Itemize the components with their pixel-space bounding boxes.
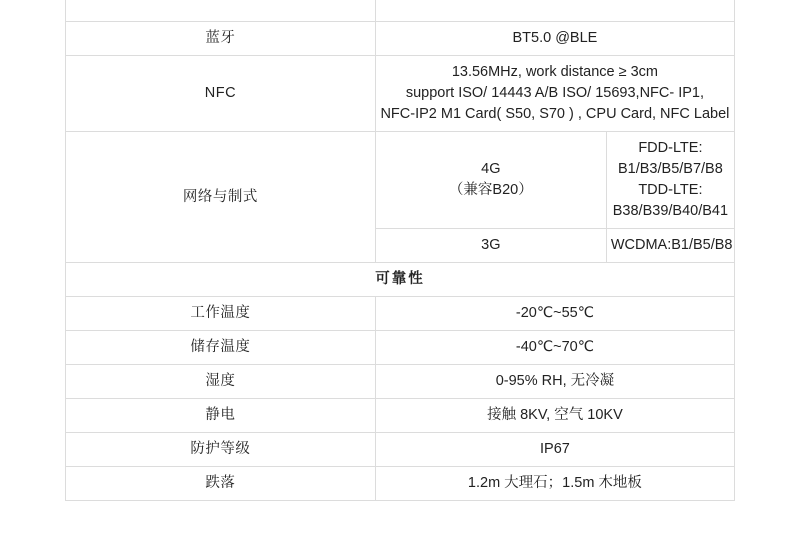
table-row <box>66 331 735 365</box>
cell-sub-4g <box>375 132 606 229</box>
cell-sub-3g: 3G <box>375 229 606 263</box>
table-row <box>66 365 735 399</box>
table-row <box>66 297 735 331</box>
table-row <box>66 22 735 56</box>
table-row <box>66 132 735 229</box>
cell-label-nfc: NFC <box>66 56 376 132</box>
nfc-line-1: 13.56MHz, work distance ≥ 3cm <box>451 64 659 81</box>
cell-label-esd: 静电 <box>66 399 376 433</box>
table-row <box>66 399 735 433</box>
value-4g-line-1: FDD-LTE: B1/B3/B5/B7/B8 <box>618 140 723 178</box>
table-row <box>66 433 735 467</box>
cell-value-drop: 1.2m 大理石；1.5m 木地板 <box>375 467 734 501</box>
table-row <box>66 0 735 22</box>
cell-value-bluetooth: BT5.0 @BLE <box>375 22 734 56</box>
cell-label-storage-temperature: 储存温度 <box>66 331 376 365</box>
nfc-line-2: support ISO/ 14443 A/B ISO/ 15693,NFC- IP1, <box>405 85 705 102</box>
cell-value <box>375 0 734 22</box>
table-row <box>66 56 735 132</box>
cell-value-esd: 接触 8KV, 空气 10KV <box>375 399 734 433</box>
cell-value-ip-rating: IP67 <box>375 433 734 467</box>
cell-label-bluetooth: 蓝牙 <box>66 22 376 56</box>
sub-4g-line-2: （兼容B20） <box>448 182 533 199</box>
cell-label-network: 网络与制式 <box>66 132 376 263</box>
cell-value-4g <box>606 132 734 229</box>
cell-value-nfc <box>375 56 734 132</box>
cell-value-3g: WCDMA:B1/B5/B8 <box>606 229 734 263</box>
cell-label-ip-rating: 防护等级 <box>66 433 376 467</box>
cell-label-humidity: 湿度 <box>66 365 376 399</box>
table-section-row <box>66 263 735 297</box>
cell-value-operating-temperature: -20℃~55℃ <box>375 297 734 331</box>
cell-value-humidity: 0-95% RH, 无冷凝 <box>375 365 734 399</box>
cell-label-operating-temperature: 工作温度 <box>66 297 376 331</box>
value-4g-line-2: TDD-LTE: B38/B39/B40/B41 <box>612 182 729 220</box>
cell-value-storage-temperature: -40℃~70℃ <box>375 331 734 365</box>
sub-4g-line-1: 4G <box>481 161 501 178</box>
table-row <box>66 467 735 501</box>
section-header-reliability: 可靠性 <box>66 263 735 297</box>
nfc-line-3: NFC-IP2 M1 Card( S50, S70 ) , CPU Card, NFC Label <box>380 106 730 123</box>
specification-table <box>65 0 735 501</box>
cell-label-drop: 跌落 <box>66 467 376 501</box>
cell-label <box>66 0 376 22</box>
